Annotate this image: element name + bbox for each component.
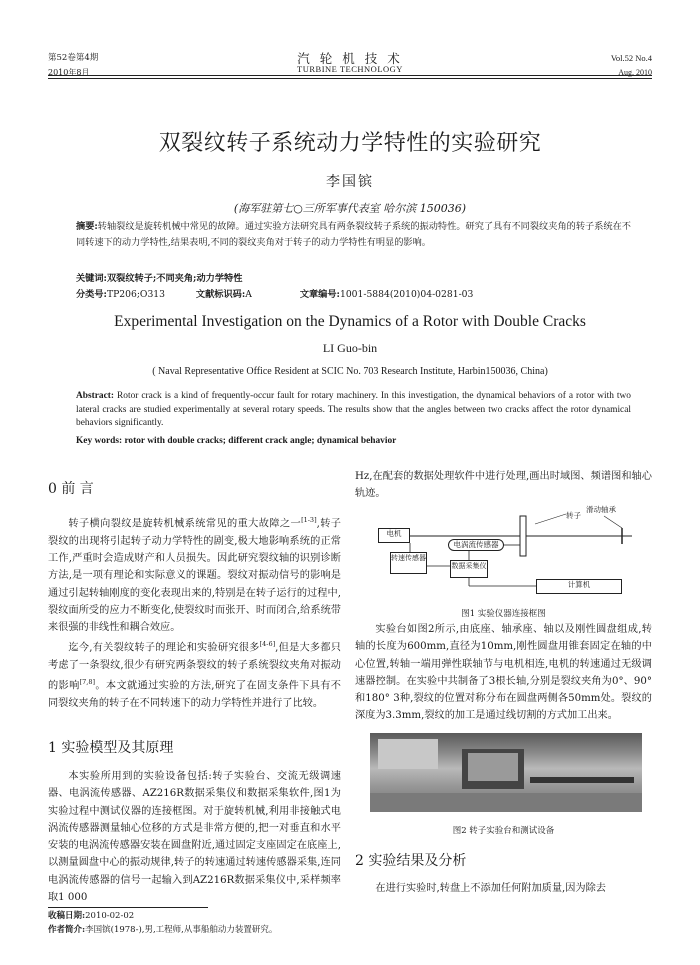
figure-1-diagram [370,502,650,602]
header-volume-en: Vol.52 No.4 [610,53,652,63]
class-label: 分类号: [76,289,107,300]
header-date-cn: 2010年8月 [48,68,90,77]
speed-sensor-box: 转速传感器 [390,552,427,574]
abstract-en-text: Rotor crack is a kind of frequently-occur fault for rotary machinery. In this investigation, the dynamical behaviors of a rotor with two lateral cracks are studied experimentally at several rotary speeds. The results show that the angles between two cracks affect the rotor dynamical behaviors significantly. [76,391,631,428]
author-bio: 李国镔(1978-),男,工程师,从事船舶动力装置研究。 [85,925,278,935]
keywords-en-label: Key words: [76,436,123,446]
class-value: TP206;O313 [106,289,165,300]
abstract-cn-label: 摘要: [76,221,98,232]
rotor-leader [535,514,566,524]
classification-line [76,287,631,303]
bearing-label: 滑动轴承 [586,505,616,514]
section-0-body [48,512,341,712]
section-1-body [48,768,341,906]
photo-rotor-bench [530,777,634,783]
right-col-paragraph-top: Hz,在配套的数据处理软件中进行处理,画出时域图、频谱图和轴心轨迹。 [355,471,652,500]
citation-ref: [1-3] [301,516,317,524]
doc-code-label: 文献标识码: [195,289,246,300]
abstract-cn [76,219,631,251]
received-date: 2010-02-02 [85,911,135,921]
motor-box: 电机 [378,528,410,543]
section-0-heading: 0 前 言 [48,481,94,497]
keywords-cn-label: 关键词: [76,273,107,284]
section-1-paragraph-1: 本实验所用到的实验设备包括:转子实验台、交流无级调速器、电涡流传感器、AZ216R数据采集仪和数据采集软件,图1为实验过程中测试仪器的连接框图。对于旋转机械,利用非接触式电涡流传感器测量轴心位移的方式是非常方便的,把一对垂直和水平安装的电涡流传感器安装在圆盘附近,通过固定支座固定在底座上,以测量圆盘中心的振动规律,转子的转速通过转速传感器采集,连同电涡流传感器的信号一起输入到AZ216R数据采集仪中,采样频率取1 000 [48,771,341,904]
daq-box: 数据采集仪 [450,560,488,578]
disc-shape [520,516,526,556]
citation-ref: [7,8] [79,678,96,687]
right-col-paragraph-fig: 实验台如图2所示,由底座、轴承座、轴以及刚性圆盘组成,转轴的长度为600mm,直径为10mm,刚性圆盘用锥套固定在轴的中心位置,转轴一端用弹性联轴节与电机相连,电机的转速通过无级调速器控制。在实验中共制备了3根长轴,分别是裂纹夹角为0°、90°和180° 3种,裂纹的位置对称分布在圆盘两侧各50mm处。裂纹的深度为3.3mm,裂纹的加工是通过线切割的方式加工出来。 [355,624,652,722]
footnote-received [48,910,134,923]
abstract-cn-text: 转轴裂纹是旋转机械中常见的故障。通过实验方法研究具有两条裂纹转子系统的振动特性。研究了具有不同裂纹夹角的转子系统在不同转速下的动力学特性,结果表明,不同的裂纹夹角对于转子的动力学特性有明显的影响。 [76,221,631,248]
footnote-author [48,924,348,937]
header-rule [48,75,652,76]
right-col-intro [355,468,652,503]
photo-table [370,793,642,812]
section-1-heading: 1 实验模型及其原理 [48,740,174,756]
article-number-label: 文章编号: [299,289,340,300]
author-bio-label: 作者简介: [48,925,86,935]
figure-2-photo [370,733,642,812]
doc-code-value: A [245,289,252,300]
header-volume-cn: 第52卷第4期 [48,53,99,63]
received-label: 收稿日期: [48,911,86,921]
citation-ref: [4-6] [259,640,276,649]
bearing-leader [604,516,622,528]
header-date-en: Aug. 2010 [618,68,652,77]
section-2-heading: 2 实验结果及分析 [355,853,467,869]
affiliation-cn: (海军驻第七○三所军事代表室 哈尔滨 150036) [233,202,467,215]
eddy-sensor-box: 电涡流传感器 [448,539,504,551]
right-col-last [355,880,652,897]
keywords-en [76,435,631,449]
abstract-en [76,390,631,431]
author-cn: 李国镔 [326,174,374,190]
journal-title-cn: 汽 轮 机 技 术 [297,51,403,66]
paper-title-en: Experimental Investigation on the Dynamics of a Rotor with Double Cracks [114,313,586,330]
abstract-en-label: Abstract: [76,391,115,401]
rotor-label: 转子 [566,511,581,520]
paper-title-cn: 双裂纹转子系统动力学特性的实验研究 [158,131,542,156]
figure-1-caption: 图1 实验仪器连接框图 [461,609,546,619]
journal-title-en: TURBINE TECHNOLOGY [297,64,403,74]
figure-2-caption: 图2 转子实验台和测试设备 [452,826,555,836]
keywords-cn-text: 双裂纹转子;不同夹角;动力学特性 [106,273,243,284]
keywords-en-text: rotor with double cracks; different crack angle; dynamical behavior [124,436,397,446]
affiliation-en: ( Naval Representative Office Resident at SCIC No. 703 Research Institute, Harbin150036, China) [152,366,548,377]
footnote-rule [48,907,208,908]
author-en: LI Guo-bin [322,341,378,355]
photo-equipment [378,739,438,769]
section-2-paragraph-1: 在进行实验时,转盘上不添加任何附加质量,因为除去 [375,883,606,894]
right-col-figure-text [355,621,652,725]
keywords-cn [76,271,631,287]
section-0-paragraph-2: 迄今,有关裂纹转子的理论和实验研究很多[4-6],但是大多都只考虑了一条裂纹,很少有研究两条裂纹的转子系统裂纹夹角对振动的影响[7,8]。本文就通过实验的方法,研究了在固支条件下具有不同裂纹夹角的转子在不同转速下的动力学特性并进行了比较。 [48,640,341,710]
section-0-paragraph-1: 转子横向裂纹是旋转机械系统常见的重大故障之一[1-3],转子裂纹的出现将引起转子动力学特性的剧变,极大地影响系统的正常工作,严重时会造成财产和人员损失。因此研究裂纹轴的识别诊断方法,是一项有理论和实际意义的课题。裂纹对振动信号的影响是通过引起转轴刚度的变化表现出来的,特别是在转子运行的过程中,裂纹面所受的应力不断变化,使裂纹时而张开、时而闭合,给系统带来很强的非线性和耦合效应。 [48,516,341,634]
header-rule-thin [48,78,652,79]
photo-monitor-screen [468,753,518,781]
article-number-value: 1001-5884(2010)04-0281-03 [339,289,474,300]
computer-box: 计算机 [536,579,622,594]
